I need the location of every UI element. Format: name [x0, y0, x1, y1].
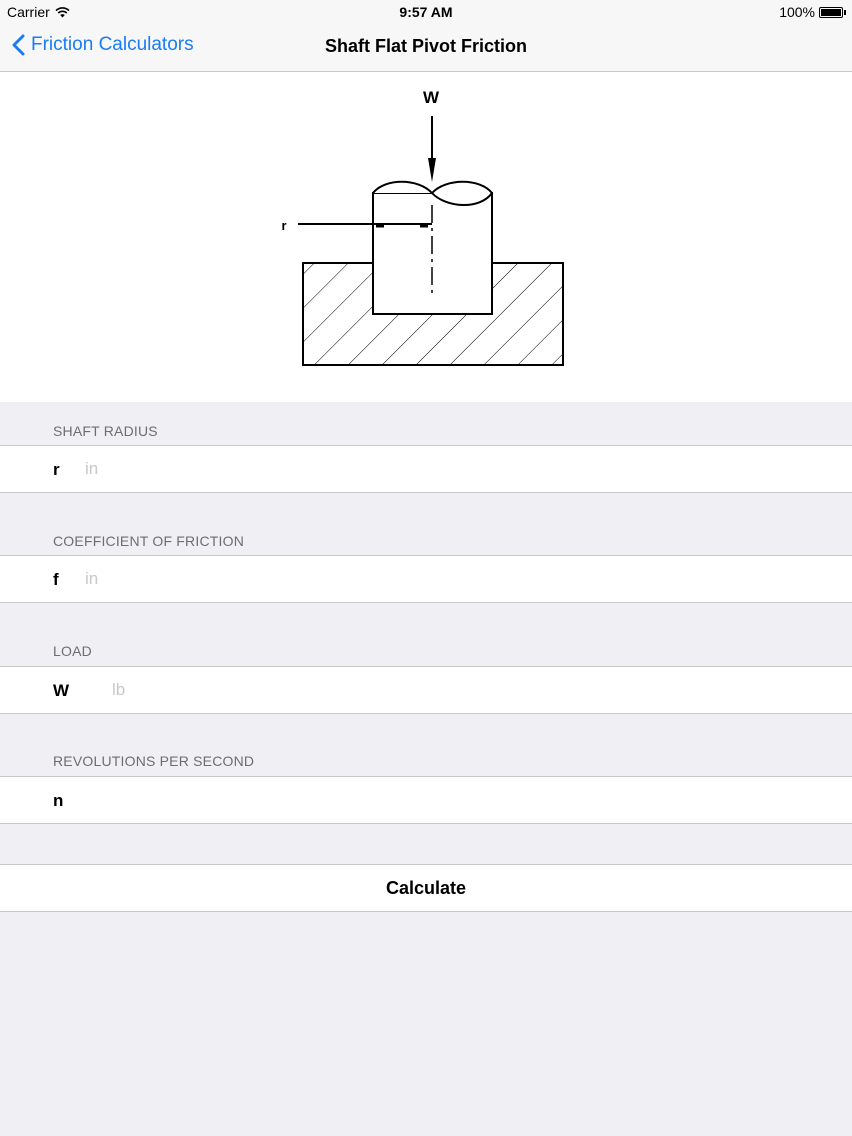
section-header-coefficient-of-friction: COEFFICIENT OF FRICTION [53, 533, 245, 549]
load-symbol: W [53, 681, 70, 700]
pivot-diagram-svg [0, 72, 852, 402]
calculate-button[interactable] [0, 864, 852, 912]
shaft-radius-input[interactable] [85, 454, 685, 484]
page-title: Shaft Flat Pivot Friction [324, 36, 527, 56]
revolutions-symbol: n [53, 791, 64, 810]
calculate-button-label: Calculate [385, 878, 467, 898]
navigation-bar [0, 24, 852, 72]
shaft-radius-row [0, 445, 852, 493]
shaft-radius-symbol: r [53, 460, 60, 479]
load-row [0, 666, 852, 714]
revolutions-row [0, 776, 852, 824]
coefficient-of-friction-input[interactable] [85, 564, 685, 594]
coefficient-symbol: f [53, 570, 59, 589]
battery-icon [819, 7, 843, 18]
section-header-shaft-radius: SHAFT RADIUS [53, 423, 158, 439]
carrier-label: Carrier [7, 4, 50, 20]
status-time: 9:57 AM [399, 4, 453, 20]
revolutions-input[interactable] [85, 785, 685, 815]
battery-info [779, 4, 846, 20]
load-input[interactable] [112, 675, 712, 705]
back-button-label: Friction Calculators [31, 34, 194, 55]
load-label: W [422, 88, 440, 107]
coefficient-of-friction-row [0, 555, 852, 603]
section-header-revolutions-per-second: REVOLUTIONS PER SECOND [53, 753, 255, 769]
battery-level [821, 9, 841, 16]
radius-label: r [281, 218, 287, 233]
battery-tip [844, 10, 846, 15]
battery-percent: 100% [779, 4, 815, 20]
section-header-load: LOAD [53, 643, 92, 659]
pivot-diagram [0, 72, 852, 402]
status-bar [0, 0, 852, 24]
